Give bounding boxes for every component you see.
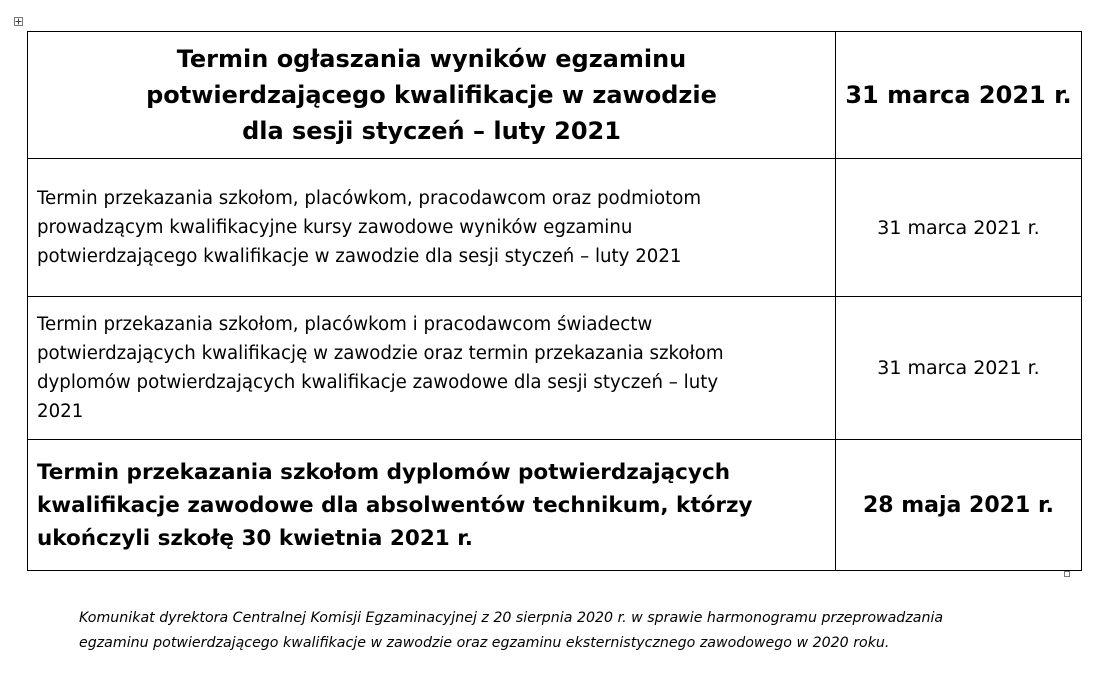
table-resize-handle-icon[interactable] [1064,571,1070,577]
description-line: prowadzącym kwalifikacyjne kursy zawodowe wyników egzaminu [37,217,633,238]
footnote-line: Komunikat dyrektora Centralnej Komisji Egzaminacyjnej z 20 sierpnia 2020 r. w sprawie harmonogramu przeprowadzania [79,610,944,626]
description-line: potwierdzającego kwalifikacje w zawodzie dla sesji styczeń – luty 2021 [37,246,682,267]
table-row [28,32,1082,159]
description-line: kwalifikacje zawodowe dla absolwentów technikum, którzy [37,492,753,518]
description-line: dyplomów potwierdzających kwalifikacje zawodowe dla sesji styczeń – luty [37,372,719,393]
row-date: 31 marca 2021 r. [836,32,1082,159]
description-line: dla sesji styczeń – luty 2021 [242,117,621,145]
footnote [79,606,1039,656]
row-date: 28 maja 2021 r. [836,440,1082,571]
description-line: Termin przekazania szkołom dyplomów potwierdzających [37,459,730,485]
table-move-handle-icon[interactable] [14,17,23,26]
description-line: Termin ogłaszania wyników egzaminu [176,45,687,73]
row-description [28,440,836,571]
table-row [28,440,1082,571]
row-description [28,159,836,297]
description-line: ukończyli szkołę 30 kwietnia 2021 r. [37,525,473,551]
description-line: Termin przekazania szkołom, placówkom, pracodawcom oraz podmiotom [37,188,702,209]
description-line: potwierdzającego kwalifikacje w zawodzie [146,81,717,109]
description-line: potwierdzających kwalifikację w zawodzie oraz termin przekazania szkołom [37,343,724,364]
row-date: 31 marca 2021 r. [836,159,1082,297]
footnote-line: egzaminu potwierdzającego kwalifikacje w zawodzie oraz egzaminu eksternistycznego zawodowego w 2020 roku. [79,635,890,651]
row-date: 31 marca 2021 r. [836,297,1082,440]
schedule-table [27,31,1082,571]
table-row [28,159,1082,297]
row-description [28,297,836,440]
table-row [28,297,1082,440]
description-line: Termin przekazania szkołom, placówkom i pracodawcom świadectw [37,314,653,335]
row-description [28,32,836,159]
description-line: 2021 [37,401,84,422]
